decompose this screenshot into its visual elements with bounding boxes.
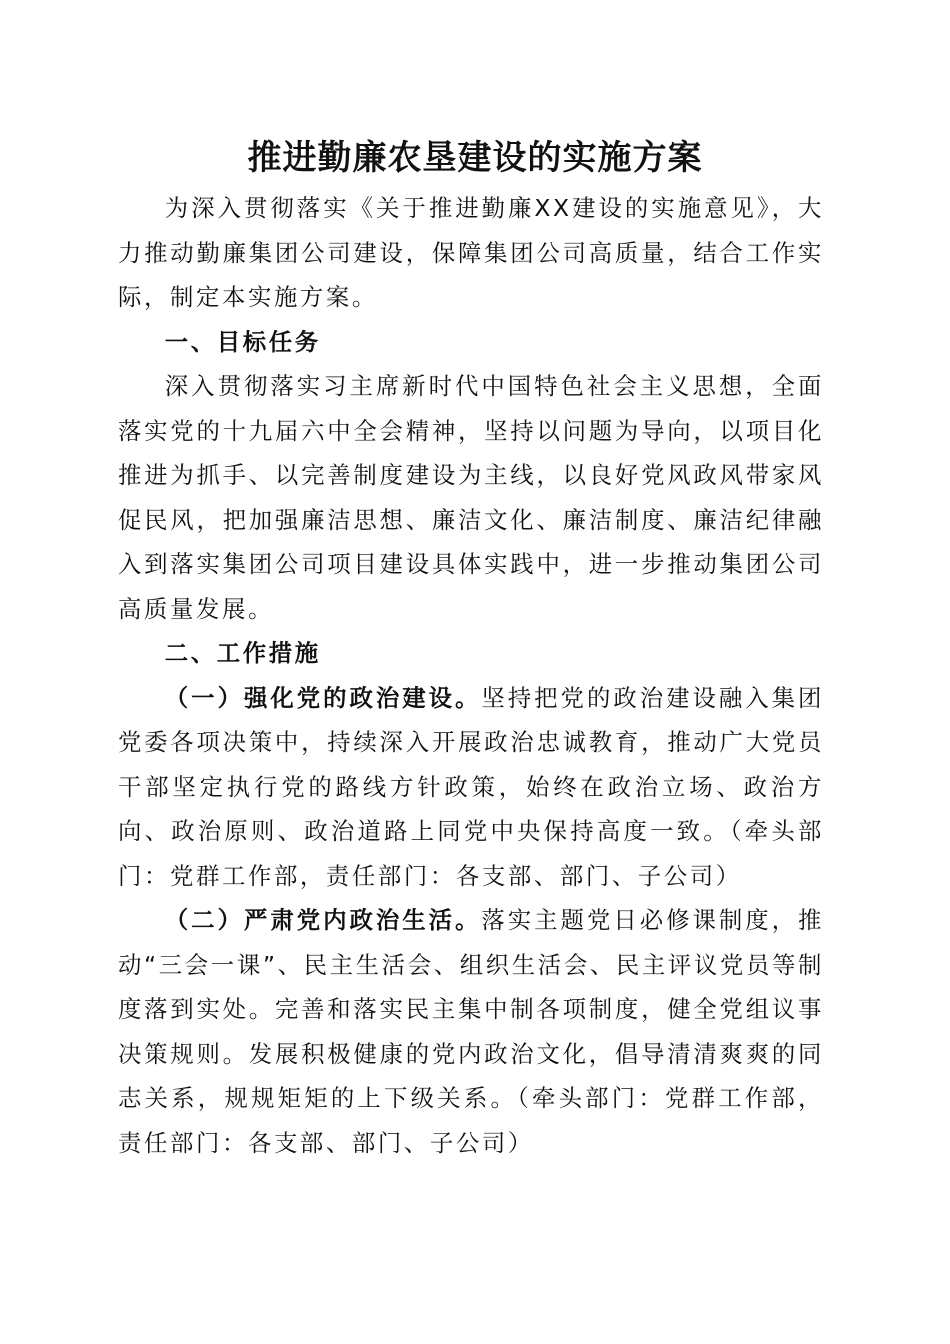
document-body (118, 186, 824, 1165)
measure-item-1 (118, 676, 824, 899)
intro-paragraph: 为深入贯彻落实《关于推进勤廉XX建设的实施意见》，大力推动勤廉集团公司建设，保障集团公司高质量，结合工作实际，制定本实施方案。 (118, 194, 824, 311)
measure-item-2-text: 落实主题党日必修课制度，推动“三会一课”、民主生活会、组织生活会、民主评议党员等制度落到实处。完善和落实民主集中制各项制度，健全党组议事决策规则。发展积极健康的党内政治文化，倡导清清爽爽的同志关系，规规矩矩的上下级关系。（牵头部门：党群工作部，责任部门：各支部、部门、子公司） (118, 906, 824, 1157)
section-heading-goals: 一、目标任务 (164, 327, 321, 356)
measure-item-2 (118, 898, 824, 1165)
goals-paragraph: 深入贯彻落实习主席新时代中国特色社会主义思想，全面落实党的十九届六中全会精神，坚持以问题为导向，以项目化推进为抓手、以完善制度建设为主线，以良好党风政风带家风促民风，把加强廉洁思想、廉洁文化、廉洁制度、廉洁纪律融入到落实集团公司项目建设具体实践中，进一步推动集团公司高质量发展。 (118, 372, 824, 623)
measure-item-1-text: 坚持把党的政治建设融入集团党委各项决策中，持续深入开展政治忠诚教育，推动广大党员干部坚定执行党的路线方针政策，始终在政治立场、政治方向、政治原则、政治道路上同党中央保持高度一致。（牵头部门：党群工作部，责任部门：各支部、部门、子公司） (118, 683, 824, 890)
section-heading-measures: 二、工作措施 (164, 639, 321, 667)
measure-item-1-lead: （一）强化党的政治建设。 (164, 683, 482, 712)
document-title: 推进勤廉农垦建设的实施方案 (247, 138, 703, 178)
measure-item-2-lead: （二）严肃党内政治生活。 (164, 906, 482, 934)
